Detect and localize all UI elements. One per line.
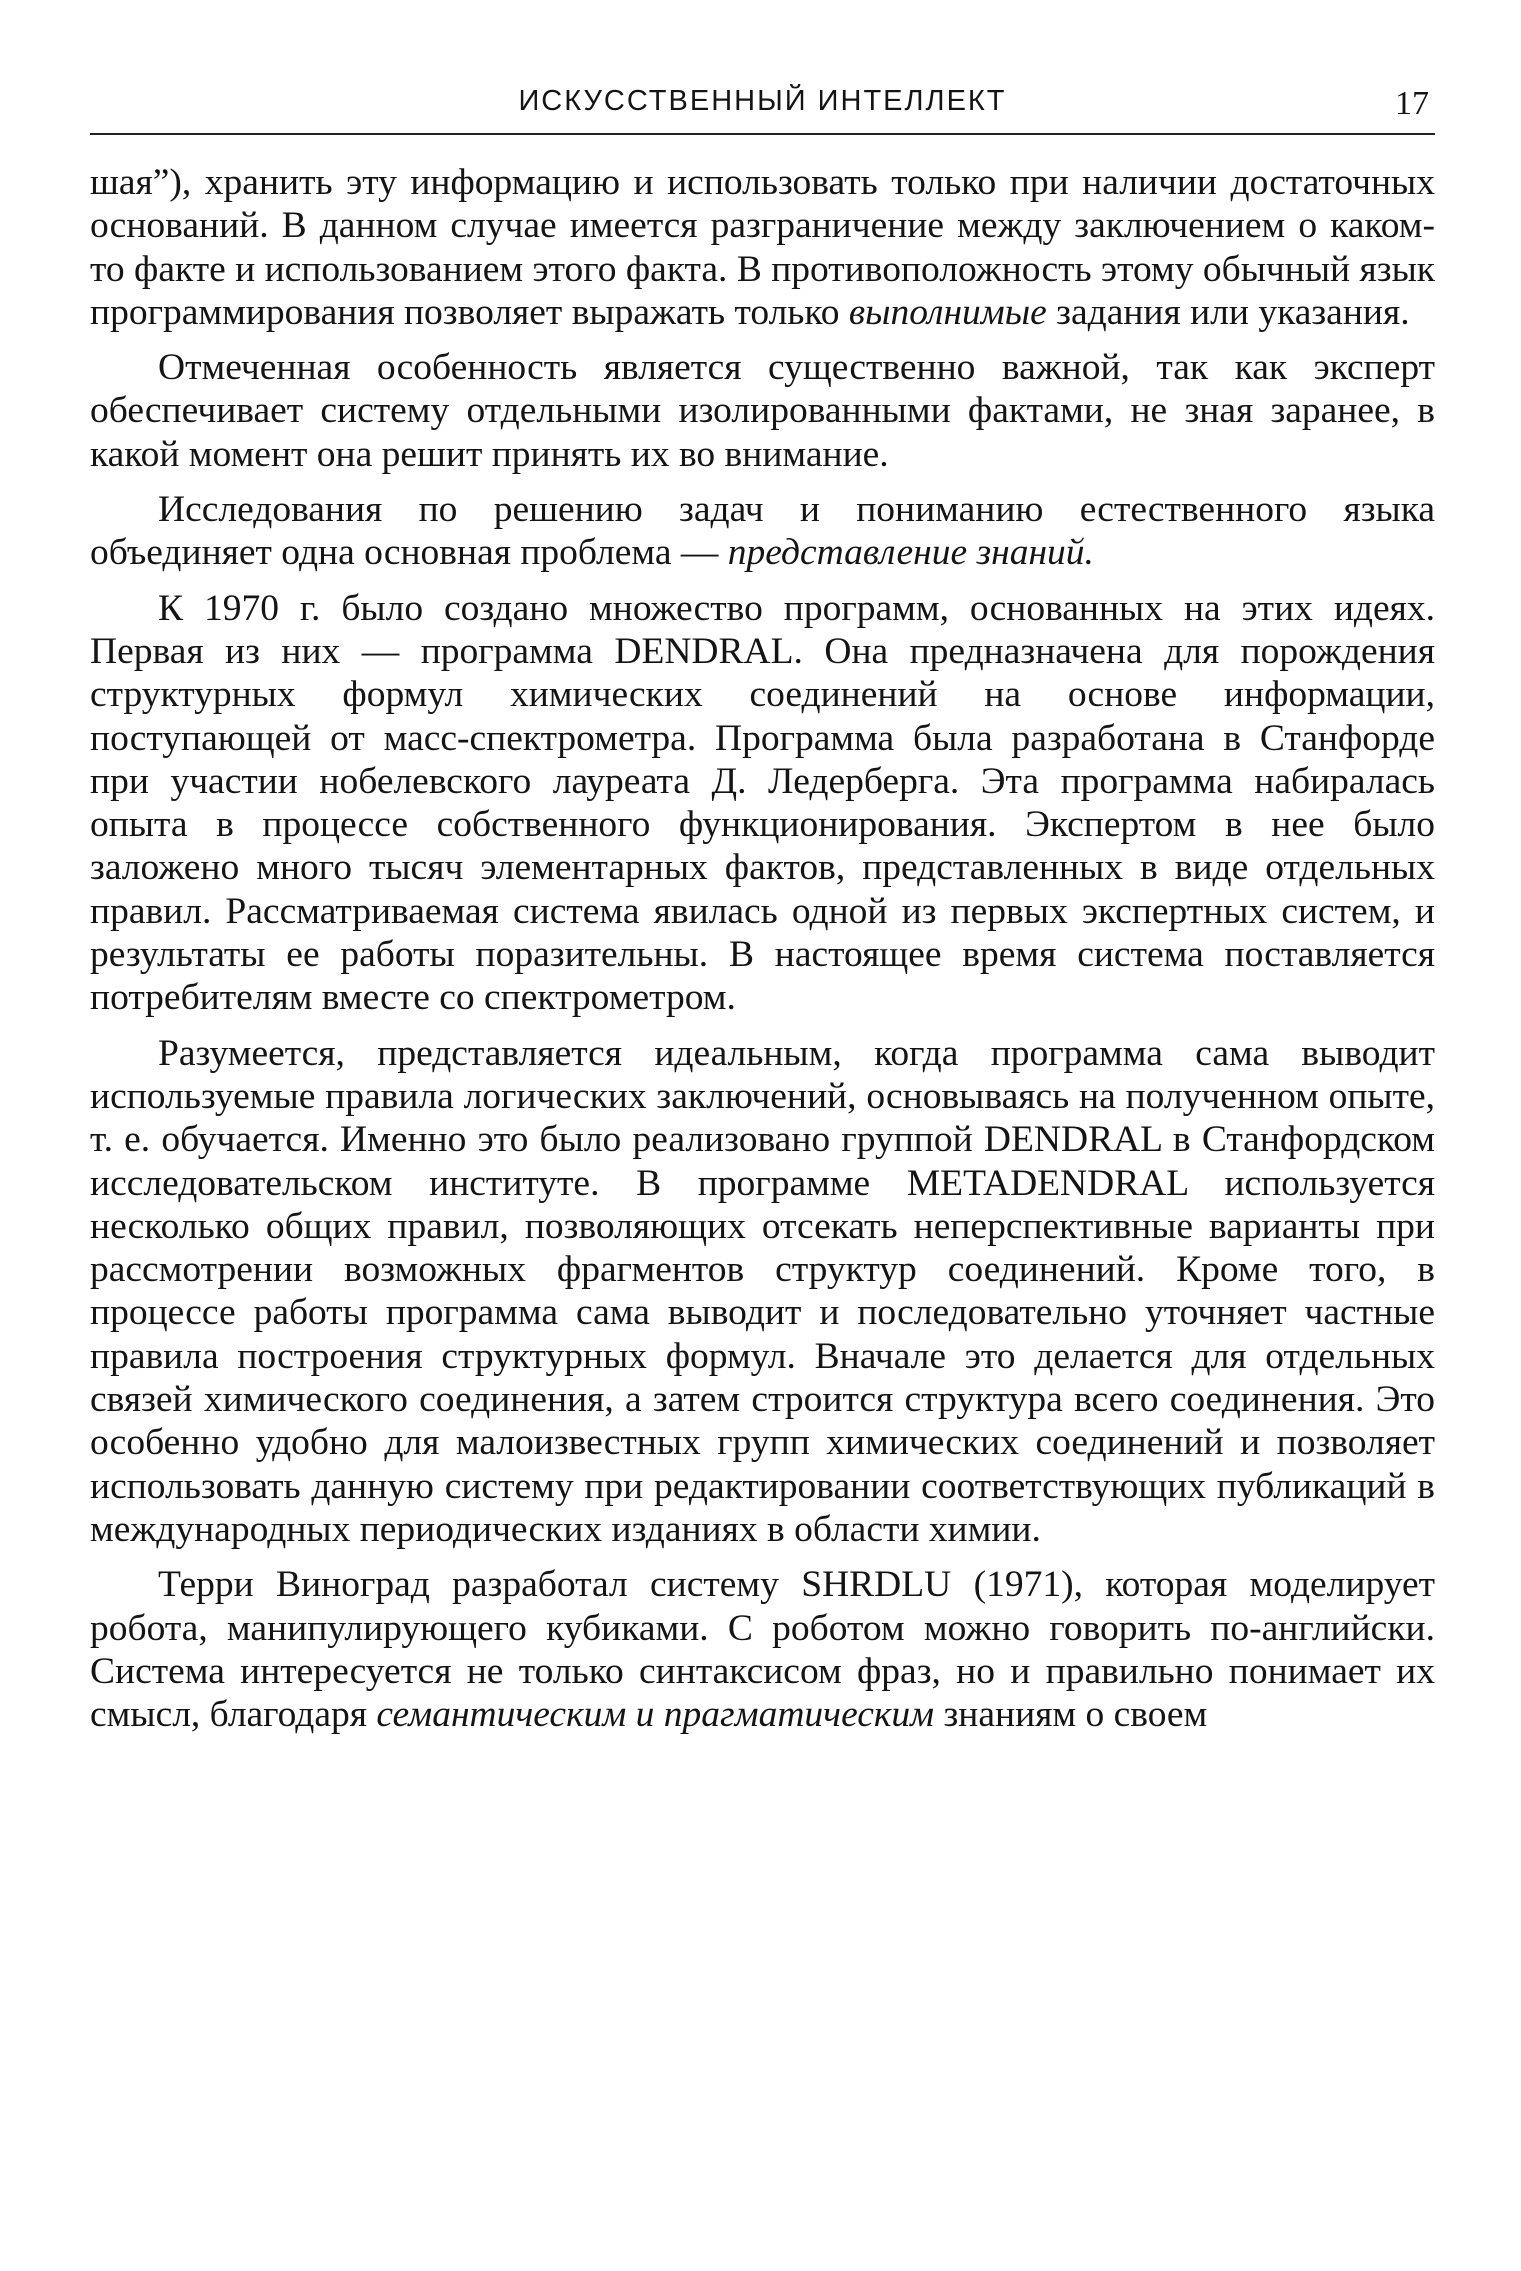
italic-term: представление знаний. xyxy=(727,532,1094,574)
text-run: Разумеется, представляется идеальным, когда программа сама выводит используемые правила логических заключений, основываясь на полученном опыте, т. е. обучается. Именно это было реализовано группой DENDRAL в Станфордском исследовательском институте. В программе METADENDRAL используется несколько общих правил, позволяющих отсекать неперспективные варианты при рассмотрении возможных фрагментов структур соединений. Кроме того, в процессе работы программа сама выводит и последовательно уточняет частные правила построения структурных формул. Вначале это делается для отдельных связей химического соединения, а затем строится структура всего соединения. Это особенно удобно для малоизвестных групп химических соединений и позволяет использовать данную систему при редактировании соответствующих публикаций в международных периодических изданиях в области химии. xyxy=(90,1032,1435,1550)
running-header xyxy=(90,85,1435,135)
body-text xyxy=(90,161,1435,1736)
text-run: Отмеченная особенность является существенно важной, так как эксперт обеспечивает систему отдельными изолированными фактами, не зная заранее, в какой момент она решит принять их во внимание. xyxy=(90,347,1435,475)
book-page xyxy=(90,85,1435,1748)
paragraph xyxy=(90,1032,1435,1552)
text-run: шая”), хранить эту информацию и использовать только при наличии достаточных оснований. В данном случае имеется разграничение между заключением о каком-то факте и использованием этого факта. В противоположность этому обычный язык программирования позволяет выражать только xyxy=(90,162,1435,333)
text-run: К 1970 г. было создано множество программ, основанных на этих идеях. Первая из них — программа DENDRAL. Она предназначена для порождения структурных формул химических соединений на основе информации, поступающей от масс-спектрометра. Программа была разработана в Станфорде при участии нобелевского лауреата Д. Ледерберга. Эта программа набиралась опыта в процессе собственного функционирования. Экспертом в нее было заложено много тысяч элементарных фактов, представленных в виде отдельных правил. Рассматриваемая система явилась одной из первых экспертных систем, и результаты ее работы поразительны. В настоящее время система поставляется потребителям вместе со спектрометром. xyxy=(90,587,1435,1019)
text-run: знаниям о своем xyxy=(934,1694,1208,1736)
paragraph xyxy=(90,488,1435,575)
paragraph xyxy=(90,346,1435,476)
text-run: Терри Виноград разработал систему SHRDLU (1971), которая моделирует робота, манипулирующего кубиками. С роботом можно говорить по-английски. Система интересуется не только синтаксисом фраз, но и правильно понимает их смысл, благодаря xyxy=(90,1564,1435,1736)
italic-term: семантическим и прагматическим xyxy=(376,1694,935,1736)
paragraph xyxy=(90,587,1435,1020)
paragraph xyxy=(90,1563,1435,1736)
paragraph xyxy=(90,161,1435,334)
running-title: ИСКУССТВЕННЫЙ ИНТЕЛЛЕКТ xyxy=(518,85,1007,117)
page-number: 17 xyxy=(1395,85,1429,122)
italic-term: выполнимые xyxy=(848,291,1047,333)
text-run: Исследования по решению задач и пониманию естественного языка объединяет одна основная проблема — xyxy=(90,489,1435,574)
text-run: задания или указания. xyxy=(1046,291,1410,333)
